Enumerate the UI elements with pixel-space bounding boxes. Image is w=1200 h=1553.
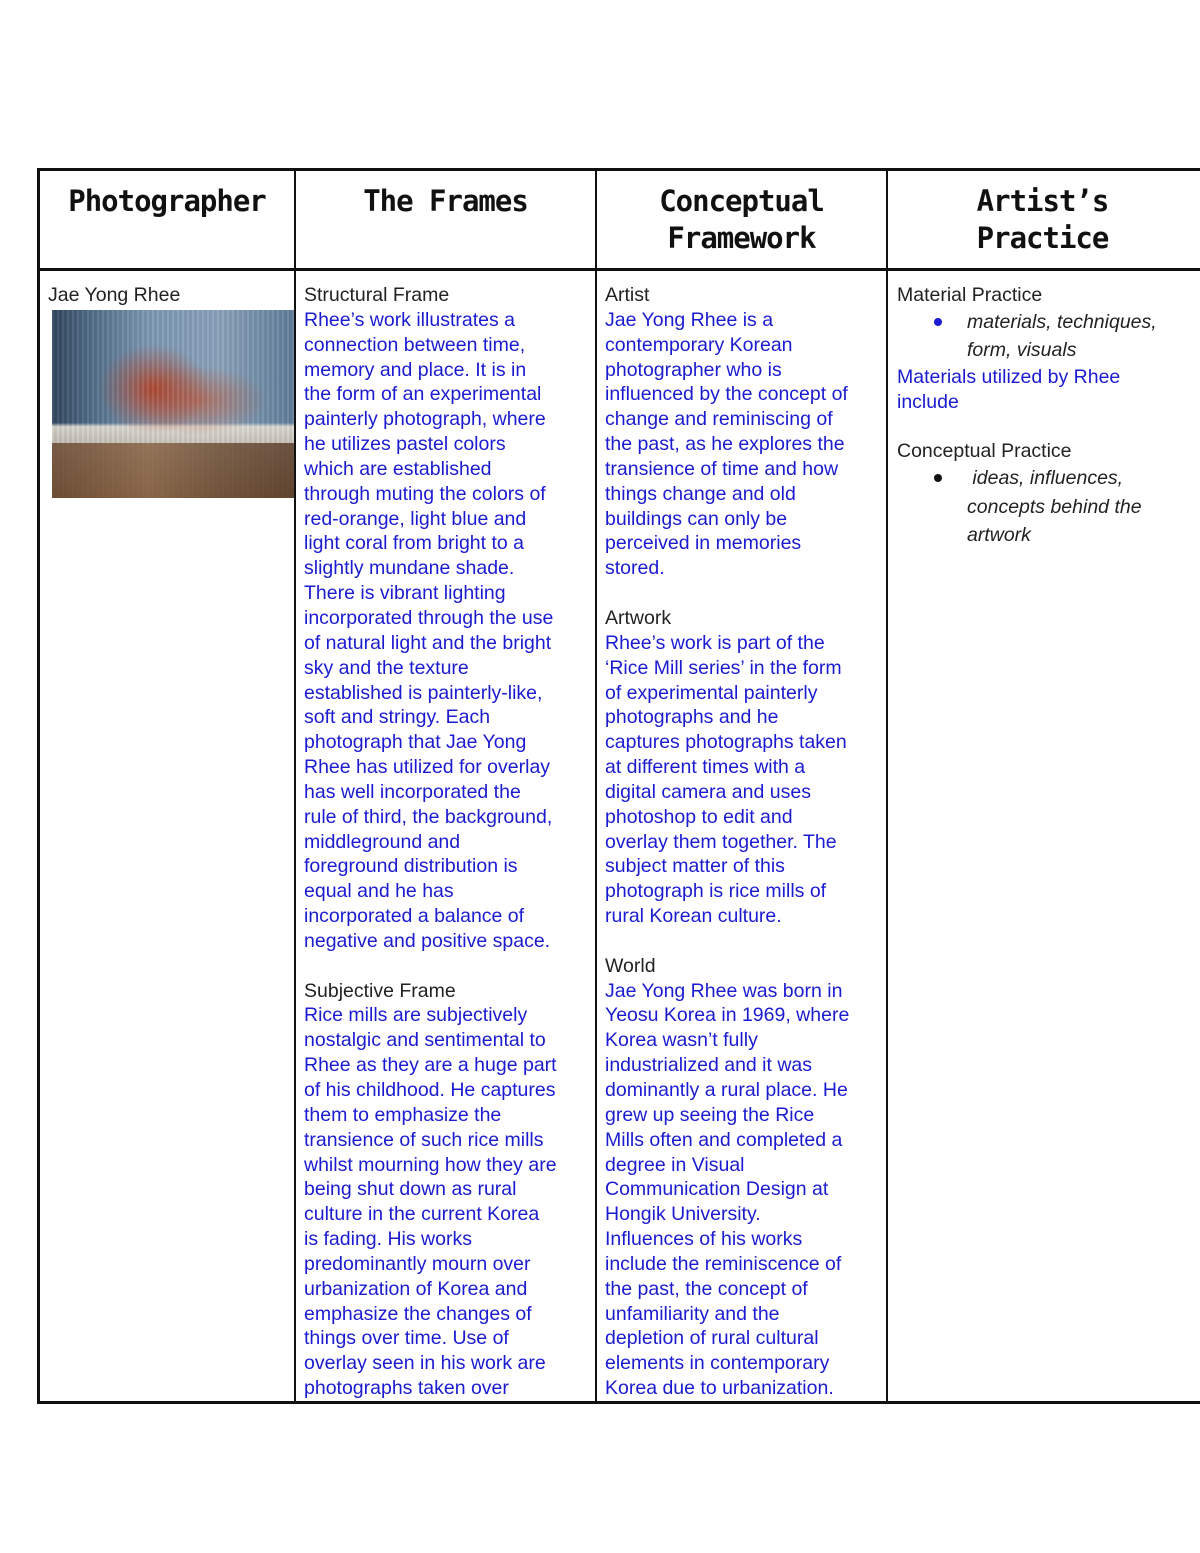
text-line: foreground distribution is [304,855,518,878]
text-line: the form of an experimental [304,383,542,406]
artist-heading: Artist [605,284,650,306]
text-line: rural Korean culture. [605,905,782,928]
list-item: materials, techniques, form, visuals [897,308,1197,365]
text-line: them to emphasize the [304,1103,502,1126]
text-line: photograph is rice mills of [605,880,827,903]
conceptual-bullet-list [897,464,1197,550]
text-line: photograph that Jae Yong [304,731,527,754]
subjective-frame-text [304,1003,592,1401]
text-line: Jae Yong Rhee was born in [605,979,843,1002]
photographer-cell [48,283,292,498]
text-line: the past, the concept of [605,1277,808,1300]
text-line: Rhee has utilized for overlay [304,756,551,779]
text-line: Korea due to urbanization. [605,1377,834,1400]
frames-cell [304,283,592,1401]
conceptual-practice-heading: Conceptual Practice [897,440,1072,463]
structural-frame-heading: Structural Frame [304,284,450,306]
text-line: digital camera and uses [605,780,811,803]
structural-frame-text [304,308,592,954]
text-line: Jae Yong Rhee is a [605,308,774,331]
text-line: Rhee’s work illustrates a [304,308,515,331]
text-line: at different times with a [605,756,806,779]
text-line: overlay them together. The [605,830,837,853]
header-conceptual-framework: Conceptual Framework [659,184,824,255]
text-line: which are established [304,457,492,480]
column-divider [595,171,597,1401]
text-line: depletion of rural cultural [605,1327,819,1350]
artwork-text [605,631,885,929]
text-line: There is vibrant lighting [304,582,506,605]
text-line: Yeosu Korea in 1969, where [605,1004,850,1027]
text-line: middleground and [304,830,461,853]
text-line: industrialized and it was [605,1054,813,1077]
text-line: incorporated a balance of [304,905,525,928]
text-line: incorporated through the use [304,606,554,629]
text-line: change and reminiscing of [605,408,833,431]
artwork-photo [52,310,294,498]
header-artists-practice: Artist’s Practice [976,184,1109,255]
text-line: Mills often and completed a [605,1128,843,1151]
text-line: soft and stringy. Each [304,706,491,729]
text-line: has well incorporated the [304,780,521,803]
text-line: grew up seeing the Rice [605,1103,815,1126]
text-line: established is painterly-like, [304,681,543,704]
photographer-name: Jae Yong Rhee [48,284,181,306]
text-line: nostalgic and sentimental to [304,1029,546,1052]
text-line: Influences of his works [605,1228,803,1251]
text-line: transience of time and how [605,457,839,480]
text-line: overlay seen in his work are [304,1352,546,1375]
text-line: is fading. His works [304,1228,472,1251]
text-line: stored. [605,557,665,580]
text-line: Hongik University. [605,1203,761,1226]
text-line: negative and positive space. [304,929,551,952]
text-line: Communication Design at [605,1178,829,1201]
text-line: dominantly a rural place. He [605,1079,848,1101]
text-line: include the reminiscence of [605,1252,842,1275]
text-line: Rhee as they are a huge part [304,1054,557,1077]
text-line: elements in contemporary [605,1352,830,1375]
column-divider [294,171,296,1401]
world-heading: World [605,954,656,977]
artist-text [605,308,885,581]
text-line: painterly photograph, where [304,408,546,431]
text-line: whilst mourning how they are [304,1153,557,1176]
material-practice-heading: Material Practice [897,284,1043,306]
text-line: sky and the texture [304,656,469,679]
text-line: contemporary Korean [605,333,793,356]
subjective-frame-heading: Subjective Frame [304,979,456,1002]
text-line: memory and place. It is in [304,358,527,381]
text-line: unfamiliarity and the [605,1302,780,1325]
text-line: buildings can only be [605,507,788,530]
header-frames: The Frames [363,184,528,218]
text-line: captures photographs taken [605,731,847,754]
conceptual-framework-cell [605,283,885,1401]
text-line: ‘Rice Mill series’ in the form [605,656,842,679]
header-photographer: Photographer [68,184,266,218]
text-line: urbanization of Korea and [304,1277,528,1300]
header-divider [40,268,1200,271]
artwork-heading: Artwork [605,606,672,629]
text-line: being shut down as rural [304,1178,517,1201]
comparison-table [37,168,1200,1404]
list-item: ideas, influences, concepts behind the artwork [897,464,1197,550]
world-text [605,979,885,1401]
text-line: Rhee’s work is part of the [605,631,825,654]
text-line: photographer who is [605,358,782,381]
text-line: predominantly mourn over [304,1252,531,1275]
text-line: the past, as he explores the [605,433,845,456]
text-line: photographs and he [605,706,779,729]
text-line: light coral from bright to a [304,532,525,555]
text-line: things over time. Use of [304,1327,509,1350]
text-line: of experimental painterly [605,681,818,704]
bullet-icon [934,474,942,482]
text-line: emphasize the changes of [304,1302,532,1325]
text-line: of his childhood. He captures [304,1079,556,1101]
text-line: photographs taken over [304,1377,509,1400]
text-line: culture in the current Korea [304,1203,540,1226]
text-line: transience of such rice mills [304,1128,544,1151]
material-bullet-list [897,308,1197,365]
text-line: degree in Visual [605,1153,745,1176]
text-line: of natural light and the bright [304,631,552,654]
text-line: connection between time, [304,333,526,356]
bullet-icon [934,318,942,326]
text-line: rule of third, the background, [304,805,553,828]
text-line: through muting the colors of [304,482,546,505]
text-line: Korea wasn’t fully [605,1029,758,1052]
text-line: slightly mundane shade. [304,557,515,580]
text-line: photoshop to edit and [605,805,793,828]
text-line: Rice mills are subjectively [304,1004,528,1027]
artists-practice-cell [897,283,1197,550]
text-line: he utilizes pastel colors [304,433,506,456]
column-divider [886,171,888,1401]
text-line: subject matter of this [605,855,785,878]
text-line: things change and old [605,482,796,505]
material-text: Materials utilized by Rhee include [897,365,1121,413]
text-line: red-orange, light blue and [304,507,527,530]
text-line: perceived in memories [605,532,802,555]
text-line: influenced by the concept of [605,383,848,406]
text-line: equal and he has [304,880,454,903]
